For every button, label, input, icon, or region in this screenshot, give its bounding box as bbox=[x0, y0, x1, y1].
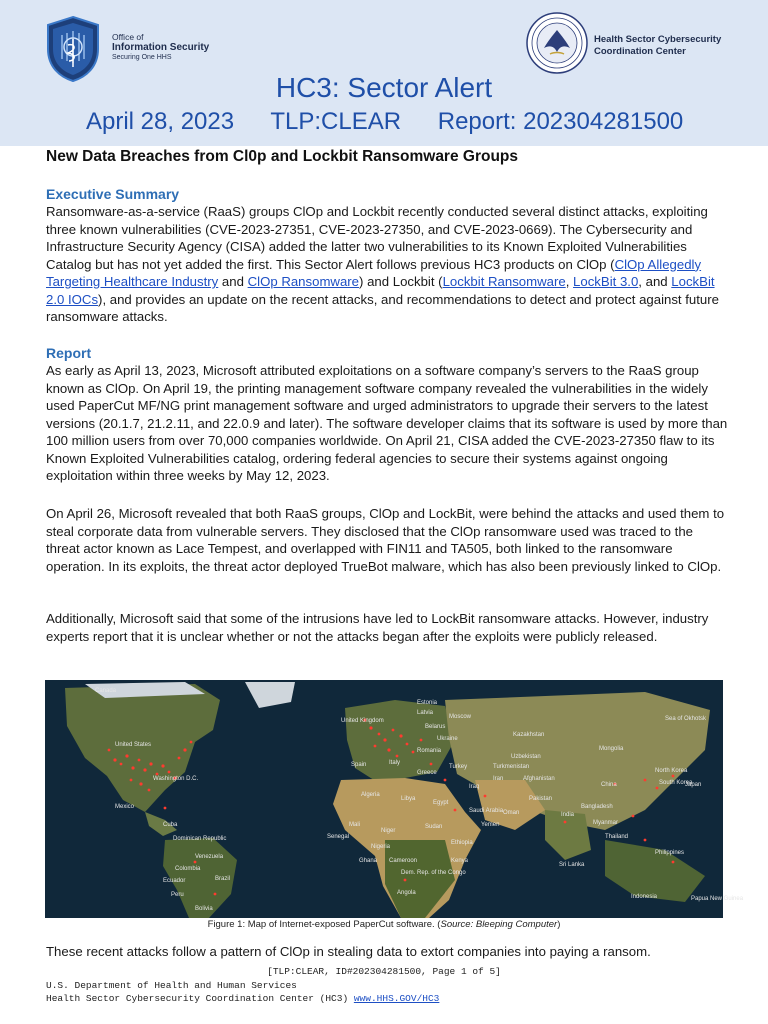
report-section bbox=[46, 345, 730, 485]
map-label: Estonia bbox=[417, 700, 438, 706]
link-lockbit-ransomware[interactable]: Lockbit Ransomware bbox=[442, 274, 566, 289]
report-paragraph-1: As early as April 13, 2023, Microsoft attributed exploitations on a software company’s servers to the RaaS group known as ClOp. On April 19, the printing management software company revealed the vulnerabilities in the widely used PaperCut MF/NG print management software and urged administrators to upgrade their servers to the latest versions (20.1.7, 21.2.11, and 22.0.9 and later). The software developer claims that its software is used by more than 100 million users from over 70,000 companies worldwide. On April 21, CISA added the CVE-2023-27350 flaw to its Known Exploited Vulnerabilities catalog, ordering federal agencies to secure their systems against ongoing exploitation within three weeks by May 12, 2023. bbox=[46, 363, 728, 483]
map-label: Greece bbox=[417, 770, 437, 776]
map-label: Bolivia bbox=[195, 906, 213, 912]
map-label: Thailand bbox=[605, 834, 629, 840]
map-label: Senegal bbox=[327, 834, 350, 840]
map-label: China bbox=[601, 782, 617, 788]
map-label: Pakistan bbox=[529, 796, 553, 802]
link-clop-ransomware[interactable]: ClOp Ransomware bbox=[247, 274, 360, 289]
map-label: Mexico bbox=[115, 804, 135, 810]
alert-meta bbox=[86, 108, 713, 136]
map-label: United States bbox=[115, 742, 152, 748]
map-label: Japan bbox=[685, 782, 702, 788]
footer-hhs-link[interactable]: www.HHS.GOV/HC3 bbox=[353, 993, 440, 1004]
map-label: Latvia bbox=[417, 710, 434, 716]
exec-text-6: ), and provides an update on the recent attacks, and recommendations to detect and protect against future ransomware attacks. bbox=[46, 291, 719, 324]
papercut-exposure-map bbox=[45, 680, 744, 918]
map-label: Peru bbox=[171, 892, 184, 898]
map-label: Moscow bbox=[449, 714, 472, 720]
map-label: Iraq bbox=[469, 784, 480, 790]
alert-report-id: Report: 202304281500 bbox=[437, 108, 684, 135]
map-label: Mali bbox=[349, 822, 361, 828]
executive-summary-heading: Executive Summary bbox=[46, 186, 180, 202]
alert-tlp: TLP:CLEAR bbox=[270, 108, 402, 135]
map-label: Ukraine bbox=[437, 736, 458, 742]
exec-text-3: ) and Lockbit ( bbox=[359, 274, 443, 289]
map-label: Belarus bbox=[425, 724, 446, 730]
map-label: Washington D.C. bbox=[153, 776, 199, 782]
report-paragraph-3: Additionally, Microsoft said that some of the intrusions have led to LockBit ransomware attacks. However, industry experts report that it is unclear whether or not the attacks began after the exploits were publicly released. bbox=[46, 611, 709, 644]
alert-date: April 28, 2023 bbox=[86, 108, 235, 135]
map-label: Turkmenistan bbox=[493, 764, 530, 770]
map-label: Sea of Okhotsk bbox=[665, 716, 707, 722]
footer-page-info: [TLP:CLEAR, ID#202304281500, Page 1 of 5] bbox=[267, 966, 501, 977]
hsccc-line-1: Health Sector Cybersecurity bbox=[594, 34, 722, 45]
link-lockbit-3[interactable]: LockBit 3.0 bbox=[573, 274, 639, 289]
map-label: Kazakhstan bbox=[513, 732, 545, 738]
report-heading: Report bbox=[46, 345, 92, 361]
report-paragraph-2: On April 26, Microsoft revealed that both RaaS groups, ClOp and LockBit, were behind the attacks and used them to steal corporate data from vulnerable servers. They disclosed that the ClOp ransomware used was traced to the threat actor known as Lace Tempest, and overlapped with FIN11 and TA505, both linked to the ransomware operation. In its exploits, the threat actor deployed TrueBot malware, which has also been previously linked to ClOp. bbox=[46, 506, 725, 574]
map-label: Sudan bbox=[425, 824, 443, 830]
hsccc-line-2: Coordination Center bbox=[594, 46, 686, 57]
map-label: Romania bbox=[417, 748, 442, 754]
map-label: Oman bbox=[503, 810, 520, 816]
closing-paragraph: These recent attacks follow a pattern of ClOp in stealing data to extort companies into paying a ransom. bbox=[46, 944, 651, 959]
ois-line-1: Office of bbox=[112, 32, 144, 42]
map-label: Turkey bbox=[449, 764, 468, 770]
map-label: Ecuador bbox=[163, 878, 186, 884]
map-label: Yemen bbox=[481, 822, 500, 828]
exec-text-4: , bbox=[565, 274, 574, 289]
hhs-seal-icon bbox=[526, 12, 588, 74]
exec-text-1: Ransomware-as-a-service (RaaS) groups ClOp and Lockbit recently conducted several distinct attacks, exploiting three known vulnerabilities (CVE-2023-27351, CVE-2023-27350, and CVE-2023-0669). The Cybersecurity and Infrastructure Security Agency (CISA) added the latter two vulnerabilities to its Known Exploited Vulnerabilities Catalog but has not yet added the first. This Sector Alert follows previous HC3 products on ClOp ( bbox=[46, 204, 708, 272]
ois-line-3: Securing One HHS bbox=[112, 54, 172, 61]
link-clop-healthcare[interactable]: ClOp Allegedly Targeting Healthcare Industry bbox=[46, 256, 702, 289]
footer-organization bbox=[46, 979, 439, 1005]
map-label: Myanmar bbox=[593, 820, 619, 826]
map-label: Algeria bbox=[361, 792, 380, 798]
map-label: Dem. Rep. of the Congo bbox=[401, 870, 466, 876]
figure-caption-source: Source: Bleeping Computer bbox=[440, 919, 558, 930]
map-label: Egypt bbox=[433, 800, 449, 806]
hsccc-logo-text bbox=[594, 34, 721, 58]
map-label: Niger bbox=[381, 828, 396, 834]
map-label: South Korea bbox=[659, 780, 693, 786]
link-lockbit-2-iocs[interactable]: LockBit 2.0 IOCs bbox=[46, 274, 715, 307]
map-label: Bangladesh bbox=[581, 804, 613, 810]
map-label: Philippines bbox=[655, 850, 685, 856]
map-label: Mongolia bbox=[599, 746, 624, 752]
map-label: Uzbekistan bbox=[511, 754, 541, 760]
figure-caption-text: Figure 1: Map of Internet-exposed PaperCut software. ( bbox=[207, 919, 441, 930]
map-label: Venezuela bbox=[195, 854, 224, 860]
header-banner bbox=[0, 0, 768, 146]
footer-org-line-2 bbox=[46, 992, 439, 1005]
map-label: Kenya bbox=[451, 858, 469, 864]
map-label: Angola bbox=[397, 890, 416, 896]
map-label: Ghana bbox=[359, 858, 378, 864]
map-label: Saudi Arabia bbox=[469, 808, 504, 814]
map-label: Spain bbox=[351, 762, 367, 768]
map-label: Iran bbox=[493, 776, 504, 782]
exec-text-2: and bbox=[218, 274, 248, 289]
map-label: Cameroon bbox=[389, 858, 418, 864]
ois-logo-text bbox=[112, 32, 209, 64]
executive-summary-text bbox=[46, 203, 730, 326]
ois-line-2: Information Security bbox=[112, 41, 210, 53]
map-label: Sri Lanka bbox=[559, 862, 585, 868]
executive-summary-section bbox=[46, 186, 730, 326]
figure-caption bbox=[0, 919, 768, 930]
footer-org-line-2-text: Health Sector Cybersecurity Coordination Center (HC3) bbox=[46, 993, 354, 1004]
map-label: Libya bbox=[401, 796, 416, 802]
figure-caption-end: ) bbox=[557, 919, 561, 930]
map-label: Brazil bbox=[215, 876, 231, 882]
map-label: Cuba bbox=[163, 822, 178, 828]
map-label: Indonesia bbox=[631, 894, 658, 900]
map-label: Italy bbox=[389, 760, 401, 766]
map-label: India bbox=[561, 812, 575, 818]
map-label: North Korea bbox=[655, 768, 688, 774]
map-label: Ethiopia bbox=[451, 840, 473, 846]
alert-title: HC3: Sector Alert bbox=[275, 72, 493, 103]
map-label: Afghanistan bbox=[523, 776, 555, 782]
exec-text-5: , and bbox=[638, 274, 672, 289]
map-label: Nigeria bbox=[371, 844, 391, 850]
document-title: New Data Breaches from Cl0p and Lockbit Ransomware Groups bbox=[46, 148, 519, 165]
map-label: United Kingdom bbox=[341, 718, 384, 724]
map-label: Canada bbox=[95, 688, 117, 694]
footer-org-line-1: U.S. Department of Health and Human Services bbox=[46, 980, 297, 991]
map-label: Papua New Guinea bbox=[691, 896, 744, 902]
world-map-image bbox=[45, 680, 723, 918]
map-label: Colombia bbox=[175, 866, 201, 872]
map-label: Dominican Republic bbox=[173, 836, 227, 842]
